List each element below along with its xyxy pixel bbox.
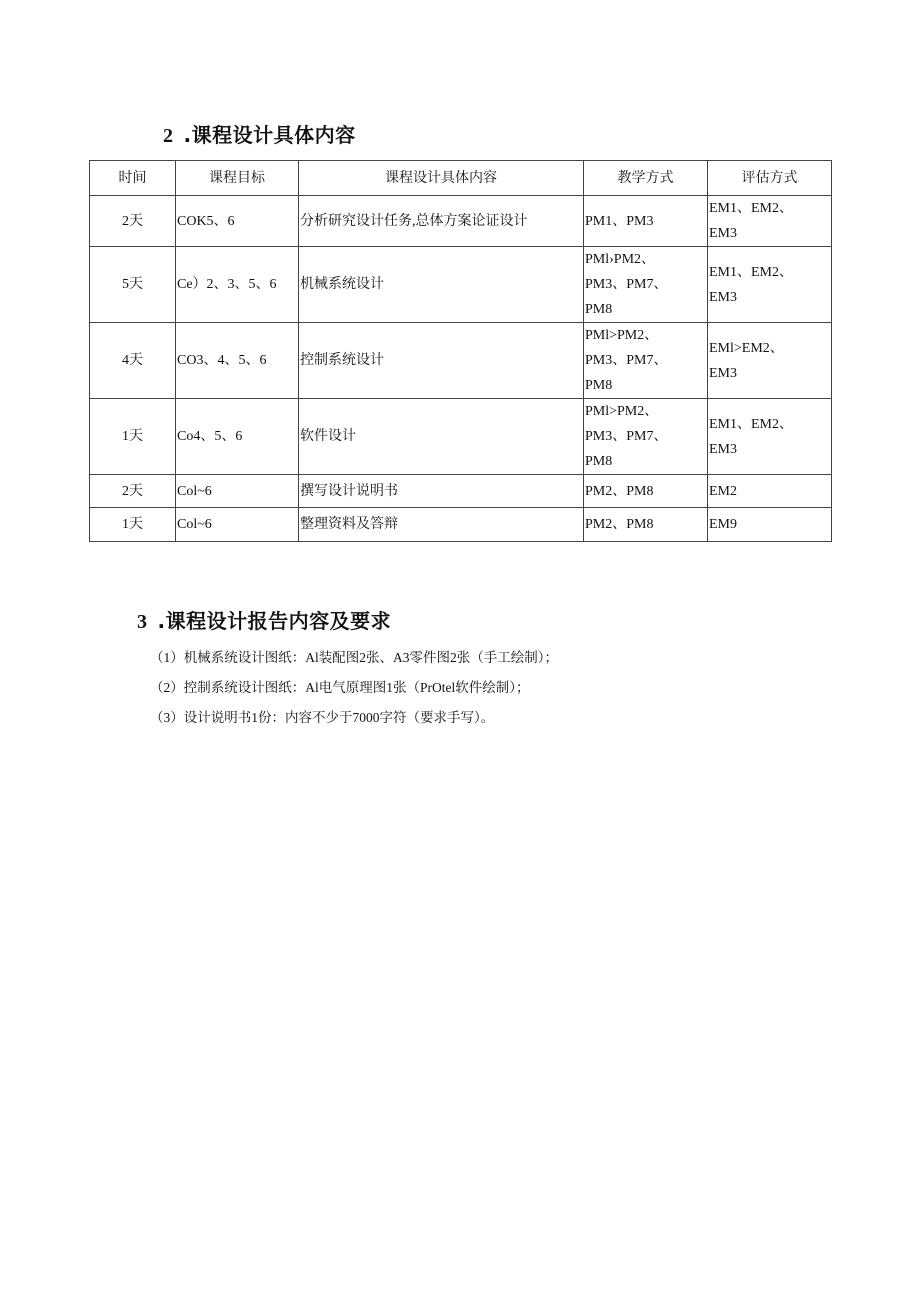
- assess-line: EM3: [709, 289, 737, 305]
- cell-goal: Col~6: [176, 508, 299, 542]
- cell-teaching: [584, 508, 708, 542]
- cell-goal: COK5、6: [176, 196, 299, 247]
- assess-line: EM1、EM2、: [709, 416, 793, 432]
- table-row: [90, 323, 832, 399]
- cell-time: 2天: [90, 196, 176, 247]
- table-row: [90, 196, 832, 247]
- header-assess: 评估方式: [708, 161, 832, 196]
- cell-assess: [708, 247, 832, 323]
- cell-content: 控制系统设计: [299, 323, 584, 399]
- cell-content: 整理资料及答辩: [299, 508, 584, 542]
- teaching-line: PMl>PM2、: [585, 404, 659, 419]
- section-2-number: 2: [163, 125, 174, 147]
- header-goal: 课程目标: [176, 161, 299, 196]
- teaching-line: PM3、PM7、: [585, 429, 668, 444]
- assess-line: EM1、EM2、: [709, 201, 793, 216]
- teaching-line: PM2、PM8: [585, 517, 654, 532]
- cell-content: 机械系统设计: [299, 247, 584, 323]
- cell-time: 4天: [90, 323, 176, 399]
- assess-line: EM3: [709, 365, 737, 381]
- teaching-line: PM2、PM8: [585, 483, 654, 499]
- cell-assess: [708, 323, 832, 399]
- cell-goal: Col~6: [176, 475, 299, 508]
- teaching-line: PM1、PM3: [585, 213, 654, 229]
- teaching-line: PMl>PM2、: [585, 328, 659, 343]
- cell-teaching: [584, 247, 708, 323]
- header-content: 课程设计具体内容: [299, 161, 584, 196]
- section-3-number: 3: [137, 611, 148, 633]
- cell-teaching: [584, 399, 708, 475]
- cell-assess: [708, 475, 832, 508]
- section-3-title: .课程设计报告内容及要求: [157, 609, 392, 633]
- table-row: [90, 475, 832, 508]
- cell-goal: CO3、4、5、6: [176, 323, 299, 399]
- cell-content: 分析研究设计任务,总体方案论证设计: [299, 196, 584, 247]
- section-2-title: .课程设计具体内容: [183, 123, 356, 147]
- teaching-line: PM3、PM7、: [585, 353, 668, 368]
- section-3-heading: [137, 605, 391, 634]
- table-row: [90, 247, 832, 323]
- assess-line: EM9: [709, 517, 737, 532]
- teaching-line: PMl›PM2、: [585, 252, 656, 267]
- cell-goal: Ce）2、3、5、6: [176, 247, 299, 323]
- assess-line: EM1、EM2、: [709, 264, 793, 280]
- cell-content: 撰写设计说明书: [299, 475, 584, 508]
- requirement-item: （3）设计说明书1份：内容不少于7000字符（要求手写）。: [150, 710, 495, 725]
- cell-content: 软件设计: [299, 399, 584, 475]
- cell-assess: [708, 196, 832, 247]
- requirement-item: （2）控制系统设计图纸：Al电气原理图1张（PrOtel软件绘制）；: [150, 680, 530, 695]
- cell-teaching: [584, 475, 708, 508]
- header-time: 时间: [90, 161, 176, 196]
- cell-teaching: [584, 323, 708, 399]
- table-header-row: [90, 161, 832, 196]
- cell-time: 5天: [90, 247, 176, 323]
- teaching-line: PM3、PM7、: [585, 277, 668, 292]
- cell-assess: [708, 508, 832, 542]
- course-design-table: [89, 160, 832, 542]
- cell-assess: [708, 399, 832, 475]
- cell-time: 2天: [90, 475, 176, 508]
- assess-line: EM3: [709, 441, 737, 457]
- section-2-heading: [163, 119, 356, 148]
- table-row: [90, 508, 832, 542]
- table-row: [90, 399, 832, 475]
- teaching-line: PM8: [585, 378, 613, 393]
- cell-teaching: [584, 196, 708, 247]
- requirement-item: （1）机械系统设计图纸：Al装配图2张、A3零件图2张（手工绘制）；: [150, 650, 558, 665]
- cell-goal: Co4、5、6: [176, 399, 299, 475]
- assess-line: EM3: [709, 226, 737, 241]
- cell-time: 1天: [90, 399, 176, 475]
- header-teaching: 教学方式: [584, 161, 708, 196]
- assess-line: EMl>EM2、: [709, 340, 784, 356]
- cell-time: 1天: [90, 508, 176, 542]
- teaching-line: PM8: [585, 302, 613, 317]
- assess-line: EM2: [709, 483, 737, 499]
- teaching-line: PM8: [585, 454, 613, 469]
